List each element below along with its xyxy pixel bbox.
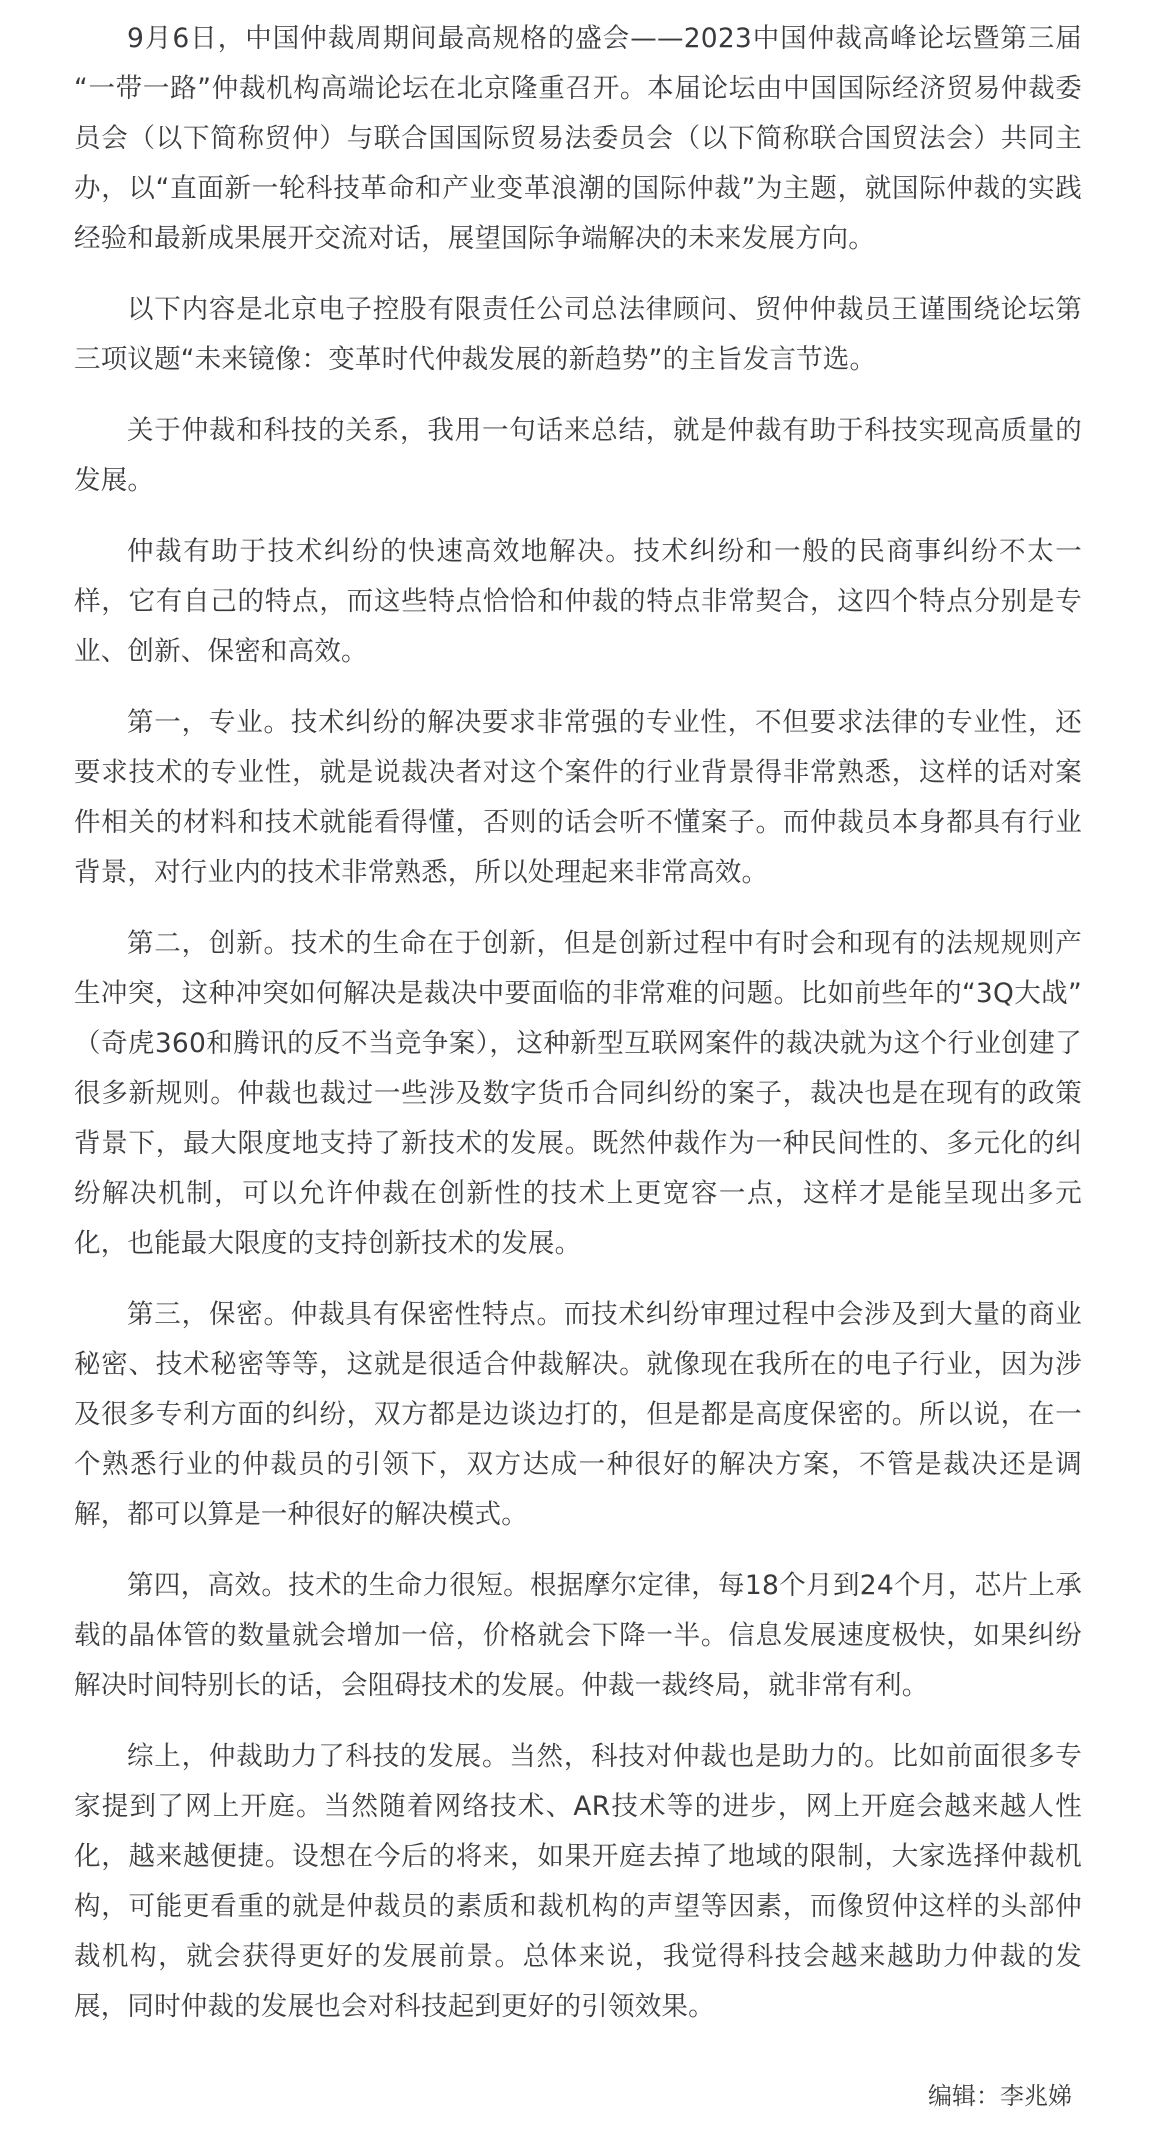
paragraph-7: 第三，保密。仲裁具有保密性特点。而技术纠纷审理过程中会涉及到大量的商业秘密、技术秘密等等，这就是很适合仲裁解决。就像现在我所在的电子行业，因为涉及很多专利方面的纠纷，双方都是边谈边打的，但是都是高度保密的。所以说，在一个熟悉行业的仲裁员的引领下，双方达成一种很好的解决方案，不管是裁决还是调解，都可以算是一种很好的解决模式。 — [74, 1299, 1082, 1530]
article-body — [74, 14, 1082, 2154]
page-bottom-spacer — [74, 2118, 1082, 2154]
paragraph-6: 第二，创新。技术的生命在于创新，但是创新过程中有时会和现有的法规规则产生冲突，这种冲突如何解决是裁决中要面临的非常难的问题。比如前些年的“3Q大战”（奇虎360和腾讯的反不当竞争案），这种新型互联网案件的裁决就为这个行业创建了很多新规则。仲裁也裁过一些涉及数字货币合同纠纷的案子，裁决也是在现有的政策背景下，最大限度地支持了新技术的发展。既然仲裁作为一种民间性的、多元化的纠纷解决机制，可以允许仲裁在创新性的技术上更宽容一点，这样才是能呈现出多元化，也能最大限度的支持创新技术的发展。 — [74, 928, 1082, 1259]
paragraph-5: 第一，专业。技术纠纷的解决要求非常强的专业性，不但要求法律的专业性，还要求技术的专业性，就是说裁决者对这个案件的行业背景得非常熟悉，这样的话对案件相关的材料和技术就能看得懂，否则的话会听不懂案子。而仲裁员本身都具有行业背景，对行业内的技术非常熟悉，所以处理起来非常高效。 — [74, 707, 1082, 888]
paragraph-9: 综上，仲裁助力了科技的发展。当然，科技对仲裁也是助力的。比如前面很多专家提到了网上开庭。当然随着网络技术、AR技术等的进步，网上开庭会越来越人性化，越来越便捷。设想在今后的将来，如果开庭去掉了地域的限制，大家选择仲裁机构，可能更看重的就是仲裁员的素质和裁机构的声望等因素，而像贸仲这样的头部仲裁机构，就会获得更好的发展前景。总体来说，我觉得科技会越来越助力仲裁的发展，同时仲裁的发展也会对科技起到更好的引领效果。 — [74, 1741, 1082, 2022]
paragraph-8: 第四，高效。技术的生命力很短。根据摩尔定律，每18个月到24个月，芯片上承载的晶体管的数量就会增加一倍，价格就会下降一半。信息发展速度极快，如果纠纷解决时间特别长的话，会阻碍技术的发展。仲裁一裁终局，就非常有利。 — [74, 1570, 1082, 1701]
paragraph-3: 关于仲裁和科技的关系，我用一句话来总结，就是仲裁有助于科技实现高质量的发展。 — [74, 415, 1082, 496]
paragraph-4: 仲裁有助于技术纠纷的快速高效地解决。技术纠纷和一般的民商事纠纷不太一样，它有自己的特点，而这些特点恰恰和仲裁的特点非常契合，这四个特点分别是专业、创新、保密和高效。 — [74, 536, 1082, 667]
editor-credit: 编辑：李兆娣 — [928, 2082, 1072, 2110]
paragraph-2: 以下内容是北京电子控股有限责任公司总法律顾问、贸仲仲裁员王谨围绕论坛第三项议题“未来镜像：变革时代仲裁发展的新趋势”的主旨发言节选。 — [74, 294, 1082, 375]
paragraph-1: 9月6日，中国仲裁周期间最高规格的盛会——2023中国仲裁高峰论坛暨第三届“一带一路”仲裁机构高端论坛在北京隆重召开。本届论坛由中国国际经济贸易仲裁委员会（以下简称贸仲）与联合国国际贸易法委员会（以下简称联合国贸法会）共同主办，以“直面新一轮科技革命和产业变革浪潮的国际仲裁”为主题，就国际仲裁的实践经验和最新成果展开交流对话，展望国际争端解决的未来发展方向。 — [74, 23, 1082, 254]
